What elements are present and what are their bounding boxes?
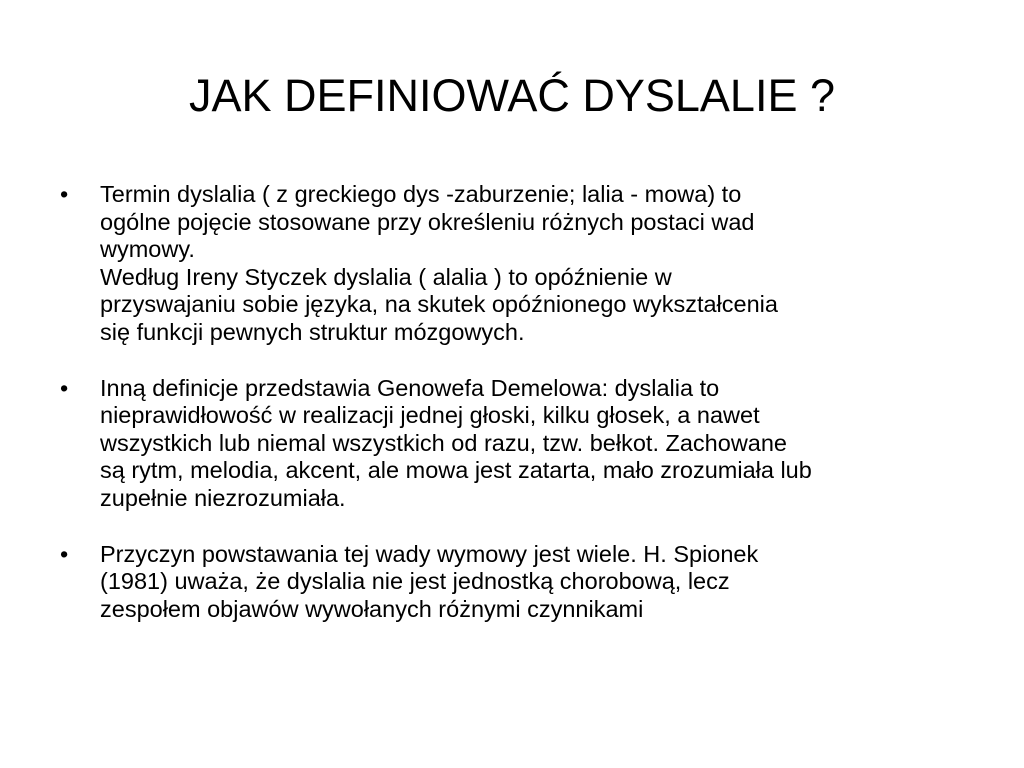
- bullet-text-line: Inną definicje przedstawia Genowefa Demelowa: dyslalia to: [100, 374, 720, 401]
- bullet-dot-icon: •: [60, 540, 69, 567]
- bullet-text-line: nieprawidłowość w realizacji jednej głoski, kilku głosek, a nawet: [100, 402, 760, 429]
- bullet-text-line: Termin dyslalia ( z greckiego dys -zaburzenie; lalia - mowa) to: [100, 181, 742, 207]
- bullet-item: [60, 541, 980, 624]
- bullet-item: [60, 181, 980, 347]
- bullet-text-line: się funkcji pewnych struktur mózgowych.: [100, 318, 525, 345]
- bullet-list: [60, 181, 980, 623]
- bullet-dot-icon: •: [60, 181, 69, 207]
- bullet-text-line: wymowy.: [100, 236, 195, 263]
- bullet-text-line: Według Ireny Styczek dyslalia ( alalia ) to opóźnienie w: [100, 263, 672, 290]
- bullet-text-line: zespołem objawów wywołanych różnymi czynnikami: [100, 595, 644, 622]
- bullet-text-line: są rytm, melodia, akcent, ale mowa jest zatarta, mało zrozumiała lub: [100, 457, 812, 484]
- slide-title: JAK DEFINIOWAĆ DYSLALIE ?: [189, 70, 835, 121]
- bullet-text-line: wszystkich lub niemal wszystkich od razu, tzw. bełkot. Zachowane: [100, 429, 787, 456]
- bullet-text-line: Przyczyn powstawania tej wady wymowy jest wiele. H. Spionek: [100, 540, 759, 567]
- bullet-text-line: zupełnie niezrozumiała.: [100, 484, 346, 511]
- bullet-text-line: ogólne pojęcie stosowane przy określeniu różnych postaci wad: [100, 208, 755, 235]
- bullet-dot-icon: •: [60, 374, 69, 401]
- bullet-text-line: przyswajaniu sobie języka, na skutek opóźnionego wykształcenia: [100, 291, 778, 318]
- bullet-item: [60, 375, 980, 513]
- bullet-text-line: (1981) uważa, że dyslalia nie jest jednostką chorobową, lecz: [100, 568, 730, 595]
